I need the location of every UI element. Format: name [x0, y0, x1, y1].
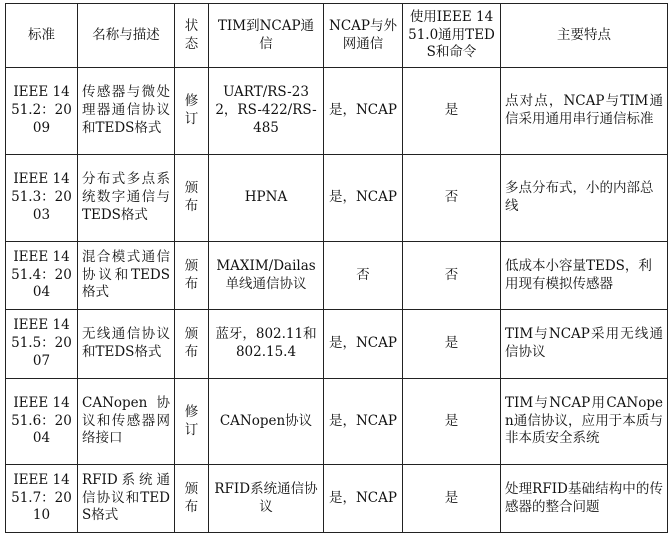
cell-features: 处理RFID基础结构中的传感器的整合问题: [501, 465, 668, 533]
cell-teds: 否: [403, 242, 501, 310]
cell-status: 修订: [175, 379, 209, 465]
cell-standard: IEEE 1451.3：2003: [6, 155, 78, 242]
cell-teds: 否: [403, 155, 501, 242]
header-row: [6, 4, 668, 68]
cell-teds: 是: [403, 310, 501, 379]
cell-standard: IEEE 1451.4：2004: [6, 242, 78, 310]
cell-standard: IEEE 1451.6：2004: [6, 379, 78, 465]
cell-teds: 是: [403, 465, 501, 533]
cell-name-description: RFID系统通信协议和TEDS格式: [78, 465, 175, 533]
table-row: [6, 310, 668, 379]
cell-standard: IEEE 1451.7：2010: [6, 465, 78, 533]
cell-features: TIM与NCAP采用无线通信协议: [501, 310, 668, 379]
cell-name-description: CANopen协议和传感器网络接口: [78, 379, 175, 465]
cell-tim-ncap: CANopen协议: [209, 379, 324, 465]
table-row: [6, 379, 668, 465]
header-standard: 标准: [6, 4, 78, 68]
cell-status: 修订: [175, 68, 209, 155]
cell-features: 点对点，NCAP与TIM通信采用通用串行通信标准: [501, 68, 668, 155]
cell-tim-ncap: UART/RS-232，RS-422/RS-485: [209, 68, 324, 155]
cell-standard: IEEE 1451.2：2009: [6, 68, 78, 155]
cell-features: TIM与NCAP用CANopen通信协议，应用于本质与非本质安全系统: [501, 379, 668, 465]
cell-status: 颁布: [175, 465, 209, 533]
cell-ncap-network: 否: [324, 242, 403, 310]
cell-ncap-network: 是，NCAP: [324, 379, 403, 465]
header-main-features: 主要特点: [501, 4, 668, 68]
cell-tim-ncap: RFID系统通信协议: [209, 465, 324, 533]
cell-status: 颁布: [175, 310, 209, 379]
header-status: 状态: [175, 4, 209, 68]
cell-features: 低成本小容量TEDS，利用现有模拟传感器: [501, 242, 668, 310]
cell-tim-ncap: 蓝牙，802.11和802.15.4: [209, 310, 324, 379]
cell-name-description: 分布式多点系统数字通信与TEDS格式: [78, 155, 175, 242]
standards-table: [5, 3, 668, 533]
cell-tim-ncap: MAXIM/Dailas单线通信协议: [209, 242, 324, 310]
header-teds-commands: 使用IEEE 1451.0通用TEDS和命令: [403, 4, 501, 68]
cell-ncap-network: 是，NCAP: [324, 310, 403, 379]
cell-tim-ncap: HPNA: [209, 155, 324, 242]
cell-status: 颁布: [175, 242, 209, 310]
table-row: [6, 68, 668, 155]
header-ncap-network-communication: NCAP与外网通信: [324, 4, 403, 68]
header-tim-ncap-communication: TIM到NCAP通信: [209, 4, 324, 68]
header-name-description: 名称与描述: [78, 4, 175, 68]
cell-features: 多点分布式，小的内部总线: [501, 155, 668, 242]
cell-name-description: 混合模式通信协议和TEDS格式: [78, 242, 175, 310]
cell-teds: 是: [403, 68, 501, 155]
table-row: [6, 465, 668, 533]
cell-ncap-network: 是，NCAP: [324, 68, 403, 155]
cell-name-description: 传感器与微处理器通信协议和TEDS格式: [78, 68, 175, 155]
table-row: [6, 155, 668, 242]
table-row: [6, 242, 668, 310]
cell-teds: 是: [403, 379, 501, 465]
cell-ncap-network: 是，NCAP: [324, 155, 403, 242]
cell-status: 颁布: [175, 155, 209, 242]
cell-standard: IEEE 1451.5：2007: [6, 310, 78, 379]
cell-name-description: 无线通信协议和TEDS格式: [78, 310, 175, 379]
cell-ncap-network: 是，NCAP: [324, 465, 403, 533]
